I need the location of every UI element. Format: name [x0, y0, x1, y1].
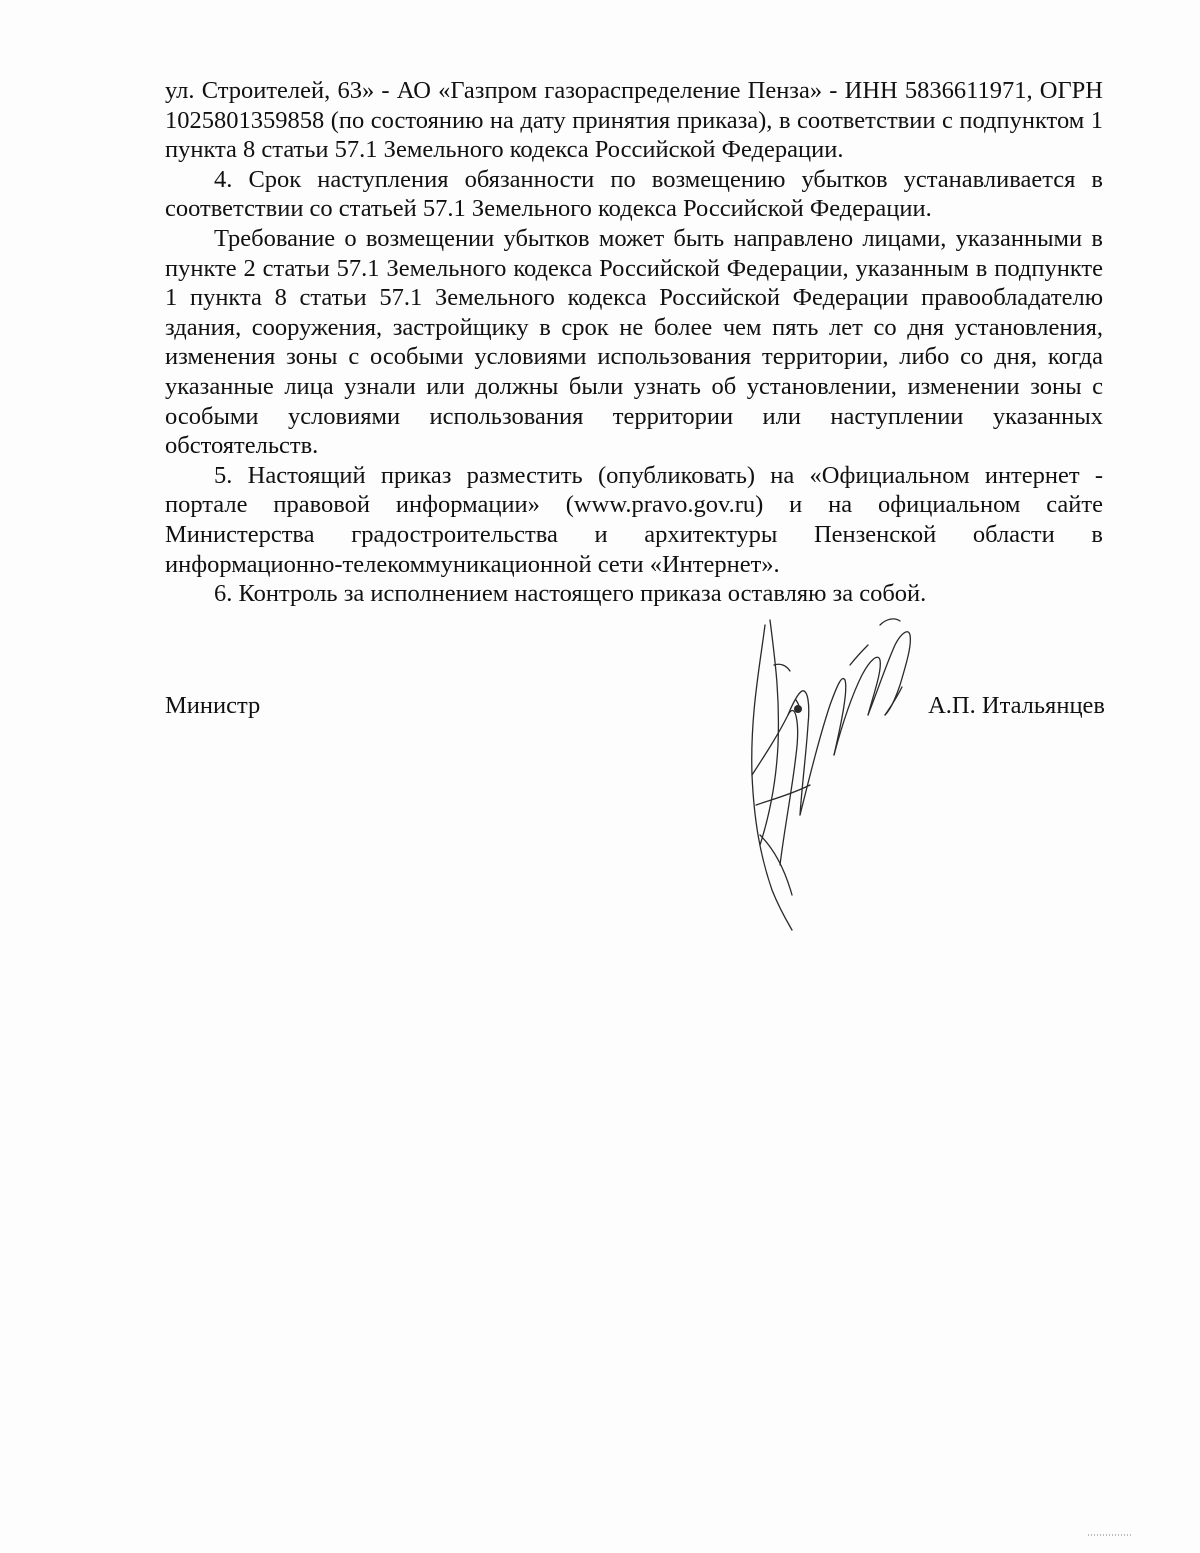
signature-block [165, 692, 1105, 732]
signatory-name: А.П. Итальянцев [928, 692, 1105, 719]
scan-artifact [1088, 1533, 1133, 1537]
document-body [165, 76, 1103, 609]
paragraph-item-6: 6. Контроль за исполнением настоящего приказа оставляю за собой. [214, 580, 927, 608]
paragraph-item-5: 5. Настоящий приказ разместить (опубликовать) на «Официальном интернет - портале правовой информации» (www.pravo.gov.ru) и на официальном сайте Министерства градостроительства и архитектуры Пензенской области в информационно-телекоммуникационной сети «Интернет». [165, 461, 1103, 578]
paragraph-item-4: 4. Срок наступления обязанности по возмещению убытков устанавливается в соответствии со статьей 57.1 Земельного кодекса Российской Федерации. [165, 165, 1103, 223]
paragraph-address-continuation: ул. Строителей, 63» - АО «Газпром газораспределение Пенза» - ИНН 5836611971, ОГРН 1025801359858 (по состоянию на дату принятия приказа), в соответствии с подпунктом 1 пункта 8 статьи 57.1 Земельного кодекса Российской Федерации. [165, 77, 1103, 164]
paragraph-damages-claim: Требование о возмещении убытков может быть направлено лицами, указанными в пункте 2 статьи 57.1 Земельного кодекса Российской Федерации, указанным в подпункте 1 пункта 8 статьи 57.1 Земельного кодекса Российской Федерации правообладателю здания, сооружения, застройщику в срок не более чем пять лет со дня установления, изменения зоны с особыми условиями использования территории, либо со дня, когда указанные лица узнали или должны были узнать об установлении, изменении зоны с особыми условиями использования территории или наступлении указанных обстоятельств. [165, 224, 1103, 460]
handwritten-signature [730, 605, 920, 935]
signatory-position: Министр [165, 692, 261, 719]
